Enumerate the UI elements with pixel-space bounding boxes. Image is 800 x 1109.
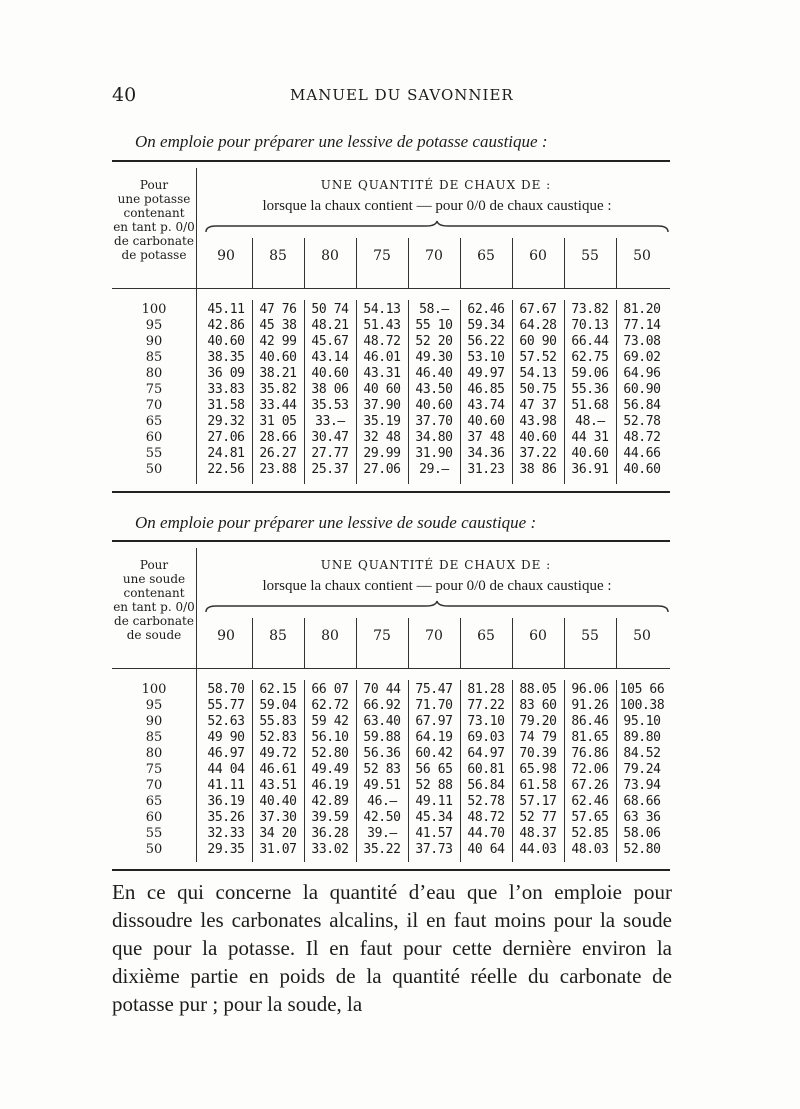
- table-cell: 40 64: [467, 842, 505, 857]
- table-cell: 42.86: [207, 318, 245, 333]
- table-cell: 46.01: [363, 350, 401, 365]
- table-cell: 33.—: [315, 414, 345, 429]
- table-cell: 30.47: [311, 430, 349, 445]
- column-header: 60: [529, 248, 547, 264]
- table-cell: 52.80: [311, 746, 349, 761]
- table-cell: 66 07: [311, 682, 349, 697]
- table-cell: 33.02: [311, 842, 349, 857]
- column-header: 50: [633, 628, 651, 644]
- table-cell: 86.46: [571, 714, 609, 729]
- table-cell: 91.26: [571, 698, 609, 713]
- table-cell: 81.20: [623, 302, 661, 317]
- table-cell: 49.51: [363, 778, 401, 793]
- table-cell: 38.21: [259, 366, 297, 381]
- table-cell: 31.07: [259, 842, 297, 857]
- table-cell: 45.11: [207, 302, 245, 317]
- table-cell: 46.97: [207, 746, 245, 761]
- table-cell: 53.10: [467, 350, 505, 365]
- table-cell: 59.06: [571, 366, 609, 381]
- table-cell: 46.61: [259, 762, 297, 777]
- column-divider: [616, 238, 617, 288]
- table-soude: [112, 540, 670, 870]
- column-divider: [304, 238, 305, 288]
- table-cell: 48.72: [467, 810, 505, 825]
- table-cell: 49.97: [467, 366, 505, 381]
- table-cell: 60.81: [467, 762, 505, 777]
- table-cell: 48.37: [519, 826, 557, 841]
- column-divider: [252, 618, 253, 668]
- table-cell: 73.82: [571, 302, 609, 317]
- body-paragraph: En ce qui concerne la quantité d’eau que l’on emploie pour dissoudre les carbonates alcalins, il en faut moins pour la soude que pour la potasse. Il en faut pour cette dernière environ la dixième partie en poids de la quantité réelle du carbonate de potasse pur ; pour la soude, la: [112, 880, 672, 1016]
- column-header: 85: [269, 628, 287, 644]
- table-cell: 73.08: [623, 334, 661, 349]
- table-cell: 38 06: [311, 382, 349, 397]
- column-header: 60: [529, 628, 547, 644]
- table-cell: 40.60: [623, 462, 661, 477]
- column-header: 75: [373, 628, 391, 644]
- table-cell: 40.60: [571, 446, 609, 461]
- table-cell: 34.36: [467, 446, 505, 461]
- row-label: 95: [145, 698, 163, 713]
- stub-line: en tant p. 0/0: [113, 220, 195, 234]
- row-label: 100: [141, 682, 167, 697]
- table-cell: 43.98: [519, 414, 557, 429]
- column-header: 70: [425, 628, 443, 644]
- table-cell: 49.11: [415, 794, 453, 809]
- table-bottom-rule: [112, 869, 670, 871]
- table-cell: 57.17: [519, 794, 557, 809]
- table-cell: 36 09: [207, 366, 245, 381]
- table-cell: 62.72: [311, 698, 349, 713]
- table-cell: 95.10: [623, 714, 661, 729]
- row-label: 65: [145, 414, 163, 429]
- table-cell: 36.28: [311, 826, 349, 841]
- table-cell: 44 31: [571, 430, 609, 445]
- table-cell: 72.06: [571, 762, 609, 777]
- table-cell: 36.91: [571, 462, 609, 477]
- table-cell: 77.14: [623, 318, 661, 333]
- table-cell: 43.14: [311, 350, 349, 365]
- table-cell: 58.06: [623, 826, 661, 841]
- table-cell: 40.40: [259, 794, 297, 809]
- column-header: 55: [581, 628, 599, 644]
- table-cell: 25.37: [311, 462, 349, 477]
- table-top-rule: [112, 540, 670, 542]
- table-cell: 41.57: [415, 826, 453, 841]
- table-cell: 70 44: [363, 682, 401, 697]
- table-cell: 43.31: [363, 366, 401, 381]
- row-label: 85: [145, 730, 163, 745]
- table-cell: 48.72: [623, 430, 661, 445]
- table-cell: 52.78: [623, 414, 661, 429]
- table-cell: 71.70: [415, 698, 453, 713]
- table-cell: 47 76: [259, 302, 297, 317]
- table-cell: 52.83: [259, 730, 297, 745]
- row-label: 90: [145, 714, 163, 729]
- table-cell: 52 77: [519, 810, 557, 825]
- table-cell: 31.23: [467, 462, 505, 477]
- table-cell: 55 10: [415, 318, 453, 333]
- table-cell: 81.65: [571, 730, 609, 745]
- table-cell: 56.84: [623, 398, 661, 413]
- table-cell: 44.03: [519, 842, 557, 857]
- table-cell: 59 42: [311, 714, 349, 729]
- table-cell: 33.83: [207, 382, 245, 397]
- table-cell: 45.34: [415, 810, 453, 825]
- table-cell: 50 74: [311, 302, 349, 317]
- column-header: 55: [581, 248, 599, 264]
- table-cell: 63 36: [623, 810, 661, 825]
- row-label: 80: [145, 366, 163, 381]
- table-cell: 74 79: [519, 730, 557, 745]
- brace-icon: [204, 600, 670, 614]
- table-cell: 27.06: [207, 430, 245, 445]
- table-top-rule: [112, 160, 670, 162]
- table-cell: 59.04: [259, 698, 297, 713]
- table-cell: 34.80: [415, 430, 453, 445]
- row-label: 100: [141, 302, 167, 317]
- row-label: 70: [145, 778, 163, 793]
- table-cell: 54.13: [363, 302, 401, 317]
- table-cell: 42 99: [259, 334, 297, 349]
- stub-line: contenant: [123, 586, 185, 600]
- row-label: 90: [145, 334, 163, 349]
- table-cell: 88.05: [519, 682, 557, 697]
- row-label: 65: [145, 794, 163, 809]
- table-cell: 69.02: [623, 350, 661, 365]
- table-cell: 46.85: [467, 382, 505, 397]
- table-cell: 31.90: [415, 446, 453, 461]
- table-cell: 40.60: [519, 430, 557, 445]
- table-cell: 56 65: [415, 762, 453, 777]
- column-header: 75: [373, 248, 391, 264]
- group-subtitle: lorsque la chaux contient — pour 0/0 de chaux caustique :: [262, 198, 612, 214]
- stub-line: Pour: [139, 558, 169, 572]
- row-label: 50: [145, 462, 163, 477]
- table-cell: 60.42: [415, 746, 453, 761]
- column-header: 50: [633, 248, 651, 264]
- table-cell: 68.66: [623, 794, 661, 809]
- table-cell: 67.67: [519, 302, 557, 317]
- stub-line: Pour: [139, 178, 169, 192]
- row-label: 55: [145, 826, 163, 841]
- table-cell: 22.56: [207, 462, 245, 477]
- table-cell: 64.96: [623, 366, 661, 381]
- column-divider: [304, 618, 305, 668]
- table-cell: 64.97: [467, 746, 505, 761]
- table-cell: 42.50: [363, 810, 401, 825]
- row-label: 50: [145, 842, 163, 857]
- table-cell: 27.06: [363, 462, 401, 477]
- column-header: 85: [269, 248, 287, 264]
- table-cell: 32.33: [207, 826, 245, 841]
- table-cell: 37.73: [415, 842, 453, 857]
- table-cell: 56.10: [311, 730, 349, 745]
- stub-line: de soude: [126, 628, 182, 642]
- table-cell: 56.84: [467, 778, 505, 793]
- table-cell: 81.28: [467, 682, 505, 697]
- table-cell: 48.—: [575, 414, 605, 429]
- table-cell: 43.74: [467, 398, 505, 413]
- table-cell: 66.44: [571, 334, 609, 349]
- table-cell: 52.85: [571, 826, 609, 841]
- table-cell: 35.82: [259, 382, 297, 397]
- table-cell: 38.35: [207, 350, 245, 365]
- table-cell: 40.60: [311, 366, 349, 381]
- column-header: 65: [477, 248, 495, 264]
- table-cell: 58.70: [207, 682, 245, 697]
- table-cell: 50.75: [519, 382, 557, 397]
- column-divider: [564, 618, 565, 668]
- column-header: 80: [321, 248, 339, 264]
- table-cell: 44.70: [467, 826, 505, 841]
- row-label: 60: [145, 430, 163, 445]
- table-cell: 49.30: [415, 350, 453, 365]
- table-potasse: [112, 160, 670, 492]
- running-head: MANUEL DU SAVONNIER: [290, 86, 514, 104]
- row-label: 75: [145, 762, 163, 777]
- stub-line: contenant: [123, 206, 185, 220]
- table-cell: 34 20: [259, 826, 297, 841]
- column-header: 80: [321, 628, 339, 644]
- stub-line: de potasse: [121, 248, 187, 262]
- table-cell: 42.89: [311, 794, 349, 809]
- stub-line: de carbonate: [114, 234, 194, 248]
- table-cell: 51.43: [363, 318, 401, 333]
- table-cell: 79.20: [519, 714, 557, 729]
- table-cell: 44 04: [207, 762, 245, 777]
- table-cell: 46.—: [367, 794, 397, 809]
- table-cell: 60.90: [623, 382, 661, 397]
- table-cell: 54.13: [519, 366, 557, 381]
- table-cell: 39.—: [367, 826, 397, 841]
- table-cell: 41.11: [207, 778, 245, 793]
- table-cell: 62.15: [259, 682, 297, 697]
- table-cell: 57.65: [571, 810, 609, 825]
- stub-line: en tant p. 0/0: [113, 600, 195, 614]
- column-divider: [460, 238, 461, 288]
- column-header: 90: [217, 248, 235, 264]
- table-cell: 52 88: [415, 778, 453, 793]
- table-cell: 35.19: [363, 414, 401, 429]
- table-cell: 37.90: [363, 398, 401, 413]
- table-cell: 96.06: [571, 682, 609, 697]
- row-label: 95: [145, 318, 163, 333]
- table-cell: 57.52: [519, 350, 557, 365]
- table-cell: 35.53: [311, 398, 349, 413]
- row-label: 75: [145, 382, 163, 397]
- row-label: 85: [145, 350, 163, 365]
- column-divider: [356, 618, 357, 668]
- stub-line: une potasse: [117, 192, 191, 206]
- table-cell: 73.94: [623, 778, 661, 793]
- table-cell: 40.60: [259, 350, 297, 365]
- table-bottom-rule: [112, 491, 670, 493]
- table-cell: 62.46: [467, 302, 505, 317]
- table-cell: 37.22: [519, 446, 557, 461]
- table-cell: 35.26: [207, 810, 245, 825]
- table-cell: 49 90: [207, 730, 245, 745]
- table-cell: 83 60: [519, 698, 557, 713]
- column-divider: [356, 238, 357, 288]
- table-cell: 60 90: [519, 334, 557, 349]
- stub-line: une soude: [122, 572, 186, 586]
- table-cell: 55.77: [207, 698, 245, 713]
- table-cell: 40.60: [415, 398, 453, 413]
- table-cell: 100.38: [619, 698, 665, 713]
- table-cell: 40 60: [363, 382, 401, 397]
- column-divider: [564, 238, 565, 288]
- table-cell: 46.40: [415, 366, 453, 381]
- table-cell: 76.86: [571, 746, 609, 761]
- stub-divider: [196, 168, 197, 484]
- table-cell: 51.68: [571, 398, 609, 413]
- table-cell: 28.66: [259, 430, 297, 445]
- table-cell: 64.28: [519, 318, 557, 333]
- table-cell: 40.60: [207, 334, 245, 349]
- table-cell: 52.78: [467, 794, 505, 809]
- table-cell: 58.—: [419, 302, 449, 317]
- table-cell: 59.88: [363, 730, 401, 745]
- table-cell: 65.98: [519, 762, 557, 777]
- table-cell: 27.77: [311, 446, 349, 461]
- column-divider: [460, 618, 461, 668]
- table-cell: 66.92: [363, 698, 401, 713]
- table-cell: 37 48: [467, 430, 505, 445]
- table-cell: 39.59: [311, 810, 349, 825]
- table-cell: 73.10: [467, 714, 505, 729]
- table-cell: 31.58: [207, 398, 245, 413]
- group-title: UNE QUANTITÉ DE CHAUX DE :: [320, 558, 552, 572]
- stub-divider: [196, 548, 197, 862]
- table-cell: 77.22: [467, 698, 505, 713]
- table-cell: 70.39: [519, 746, 557, 761]
- table-cell: 31 05: [259, 414, 297, 429]
- table-cell: 105 66: [619, 682, 665, 697]
- column-divider: [616, 618, 617, 668]
- group-title: UNE QUANTITÉ DE CHAUX DE :: [320, 178, 552, 192]
- table-cell: 89.80: [623, 730, 661, 745]
- table-cell: 63.40: [363, 714, 401, 729]
- table-cell: 62.75: [571, 350, 609, 365]
- table-cell: 70.13: [571, 318, 609, 333]
- stub-header: [112, 558, 196, 642]
- column-divider: [512, 238, 513, 288]
- table-cell: 36.19: [207, 794, 245, 809]
- table-cell: 37.30: [259, 810, 297, 825]
- table-cell: 43.50: [415, 382, 453, 397]
- table-cell: 56.22: [467, 334, 505, 349]
- row-label: 80: [145, 746, 163, 761]
- table-cell: 29.32: [207, 414, 245, 429]
- table-cell: 61.58: [519, 778, 557, 793]
- table-cell: 40.60: [467, 414, 505, 429]
- page-number: 40: [112, 84, 137, 106]
- table-cell: 52 20: [415, 334, 453, 349]
- table-cell: 56.36: [363, 746, 401, 761]
- table-caption-soude: On emploie pour préparer une lessive de soude caustique :: [135, 513, 537, 532]
- table-cell: 33.44: [259, 398, 297, 413]
- stub-header: [112, 178, 196, 262]
- table-cell: 24.81: [207, 446, 245, 461]
- table-cell: 44.66: [623, 446, 661, 461]
- column-divider: [252, 238, 253, 288]
- table-cell: 55.36: [571, 382, 609, 397]
- row-label: 60: [145, 810, 163, 825]
- table-cell: 55.83: [259, 714, 297, 729]
- table-cell: 45 38: [259, 318, 297, 333]
- brace-icon: [204, 220, 670, 234]
- column-header: 70: [425, 248, 443, 264]
- table-cell: 38 86: [519, 462, 557, 477]
- table-caption-potasse: On emploie pour préparer une lessive de potasse caustique :: [135, 132, 548, 151]
- table-cell: 48.03: [571, 842, 609, 857]
- table-cell: 32 48: [363, 430, 401, 445]
- table-cell: 46.19: [311, 778, 349, 793]
- table-cell: 62.46: [571, 794, 609, 809]
- row-label: 55: [145, 446, 163, 461]
- table-cell: 84.52: [623, 746, 661, 761]
- table-cell: 47 37: [519, 398, 557, 413]
- table-cell: 64.19: [415, 730, 453, 745]
- table-cell: 29.35: [207, 842, 245, 857]
- row-label: 70: [145, 398, 163, 413]
- table-cell: 67.97: [415, 714, 453, 729]
- table-cell: 23.88: [259, 462, 297, 477]
- table-cell: 52 83: [363, 762, 401, 777]
- table-cell: 26.27: [259, 446, 297, 461]
- table-cell: 52.63: [207, 714, 245, 729]
- column-divider: [512, 618, 513, 668]
- table-cell: 35.22: [363, 842, 401, 857]
- table-cell: 49.49: [311, 762, 349, 777]
- table-cell: 49.72: [259, 746, 297, 761]
- table-cell: 43.51: [259, 778, 297, 793]
- table-cell: 59.34: [467, 318, 505, 333]
- column-header: 65: [477, 628, 495, 644]
- table-cell: 29.—: [419, 462, 449, 477]
- table-cell: 29.99: [363, 446, 401, 461]
- group-subtitle: lorsque la chaux contient — pour 0/0 de chaux caustique :: [262, 578, 612, 594]
- column-divider: [408, 618, 409, 668]
- table-cell: 45.67: [311, 334, 349, 349]
- table-cell: 79.24: [623, 762, 661, 777]
- table-cell: 75.47: [415, 682, 453, 697]
- table-cell: 52.80: [623, 842, 661, 857]
- table-cell: 37.70: [415, 414, 453, 429]
- column-divider: [408, 238, 409, 288]
- table-cell: 67.26: [571, 778, 609, 793]
- table-cell: 69.03: [467, 730, 505, 745]
- column-header: 90: [217, 628, 235, 644]
- stub-line: de carbonate: [114, 614, 194, 628]
- table-cell: 48.72: [363, 334, 401, 349]
- table-cell: 48.21: [311, 318, 349, 333]
